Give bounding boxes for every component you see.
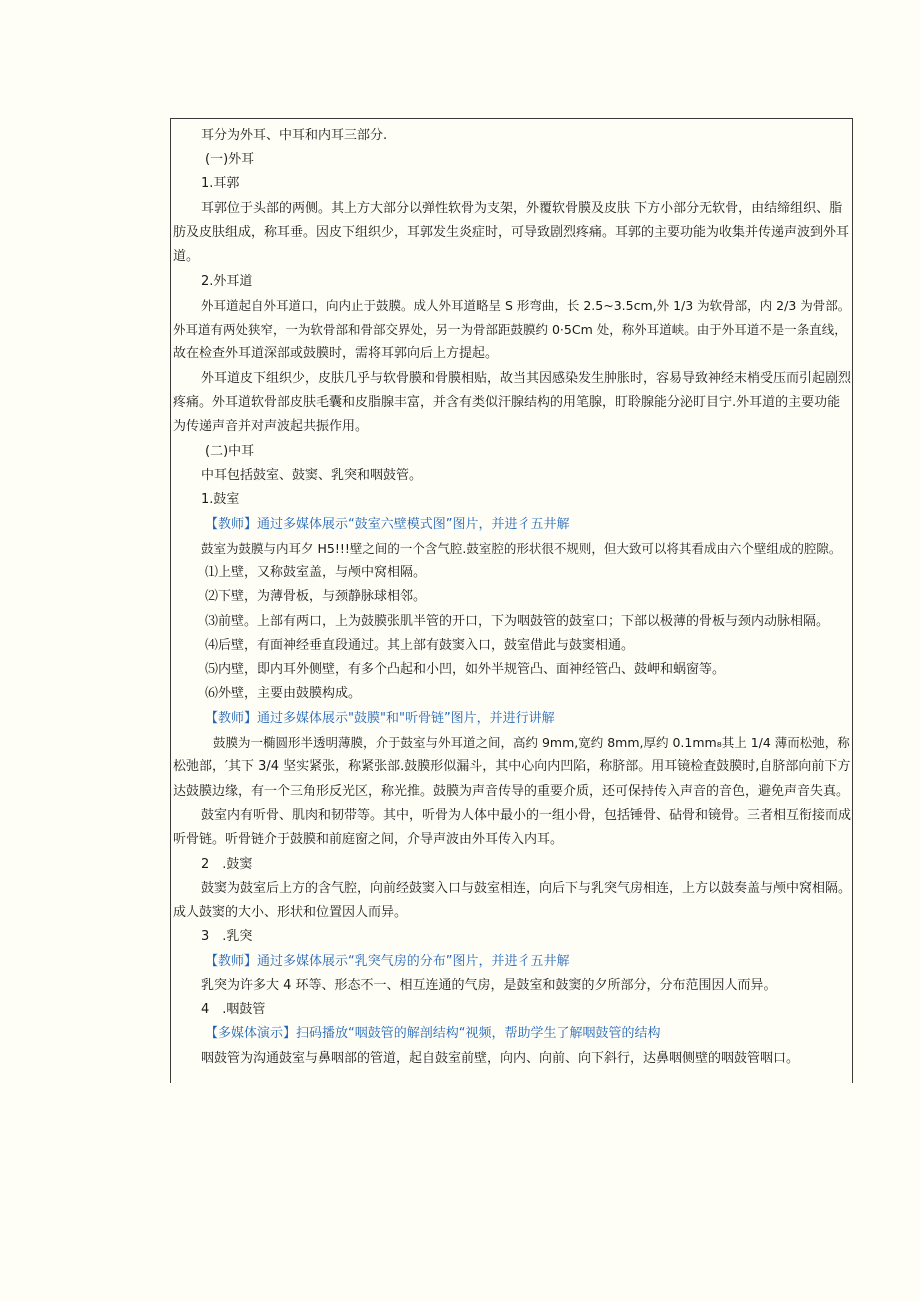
paragraph-line: ⑴上壁，又称鼓室盖，与颅中窝相隔。 (205, 565, 427, 580)
paragraph-line: 鼓室为鼓膜与内耳夕 H5!!!壁之间的一个含气腔.鼓室腔的形状很不规则，但大致可以将其看成由六个壁组成的腔隙。 (201, 541, 842, 556)
paragraph-line: 2.外耳道 (201, 274, 253, 289)
paragraph-line: 1.耳郭 (201, 176, 240, 191)
paragraph-line: 中耳包括鼓室、鼓窦、乳突和咽鼓管。 (201, 468, 423, 483)
paragraph-line: 外耳道皮下组织少，皮肤几乎与软骨膜和骨膜相贴，故当其因感染发生肿胀时，容易导致神经末梢受压而引起剧烈 (201, 371, 852, 386)
paragraph-line: 耳郭位于头部的两侧。其上方大部分以弹性软骨为支架，外覆软骨膜及皮肤 下方小部分无软骨，由结缔组织、脂 (201, 201, 843, 216)
paragraph-line: 乳突为许多大 4 环等、形态不一、相互连通的气房，是鼓室和鼓窦的夕所部分，分布范围因人而异。 (201, 978, 777, 993)
paragraph-line: 成人鼓窦的大小、形状和位置因人而异。 (173, 905, 408, 920)
paragraph-line: 鼓膜为一椭圆形半透明薄膜，介于鼓室与外耳道之间，高约 9mm,宽约 8mm,厚约 0.1mm₈其上 1/4 薄而松弛，称 (213, 735, 850, 750)
paragraph-line: 故在检查外耳道深部或鼓膜时，需将耳郭向后上方提起。 (173, 346, 499, 361)
paragraph-line: 外耳道起自外耳道口，向内止于鼓膜。成人外耳道略呈 S 形弯曲，长 2.5~3.5cm,外 1/3 为软骨部，内 2/3 为骨部。 (201, 298, 851, 313)
teacher-note-line: 【教师】通过多媒体展示“鼓室六壁模式图”图片，并进彳五井解 (205, 517, 570, 532)
paragraph-line: 4 .咽鼓管 (201, 1002, 266, 1017)
paragraph-line: ⑹外壁，主要由鼓膜构成。 (205, 686, 362, 701)
paragraph-line: 鼓窦为鼓室后上方的含气腔，向前经鼓窦入口与鼓室相连，向后下与乳突气房相连，上方以鼓奏盖与颅中窝相隔。 (201, 881, 852, 896)
paragraph-line: ⑷后壁，有面神经垂直段通过。其上部有鼓窦入口，鼓室借此与鼓窦相通。 (205, 638, 635, 653)
paragraph-line: 疼痛。外耳道软骨部皮肤毛囊和皮脂腺丰富，并含有类似汗腺结构的用笔腺，盯聆腺能分泌盯目宁.外耳道的主要功能 (173, 395, 841, 410)
paragraph-line: 1.鼓室 (201, 492, 240, 507)
paragraph-line: 肪及皮肤组成，称耳垂。因皮下组织少，耳郭发生炎症时，可导致剧烈疼痛。耳郭的主要功能为收集并传递声波到外耳 (173, 225, 850, 240)
paragraph-line: 外耳道有两处狭窄，一为软骨部和骨部交界处，另一为骨部距鼓膜约 0·5Cm 处，称外耳道峡。由于外耳道不是一条直线， (173, 322, 847, 337)
paragraph-line: (一)外耳 (205, 152, 255, 167)
paragraph-line: 松弛部，′其下 3/4 坚实紧张，称紧张部.鼓膜形似漏斗，其中心向内凹陷，称脐部。用耳镜检査鼓膜时,自脐部向前下方 (173, 759, 851, 774)
paragraph-line: 道。 (173, 249, 200, 264)
teacher-note-line: 【教师】通过多媒体展示“乳突气房的分布”图片，并进彳五井解 (205, 954, 570, 969)
paragraph-line: 3 .乳突 (201, 929, 253, 944)
paragraph-line: 为传递声音并对声波起共振作用。 (173, 419, 369, 434)
paragraph-line: 咽鼓管为沟通鼓室与鼻咽部的管道，起自鼓室前壁，向内、向前、向下斜行，达鼻咽侧壁的咽鼓管咽口。 (201, 1051, 800, 1066)
paragraph-line: 鼓室内有听骨、肌肉和韧带等。其中，听骨为人体中最小的一组小骨，包括锤骨、砧骨和镜骨。三者相互衔接而成 (201, 808, 852, 823)
teacher-note-line: 【教师】通过多媒体展示"鼓膜"和"听骨链”图片，并进行讲解 (205, 711, 555, 726)
paragraph-line: ⑸内壁，即内耳外侧壁，有多个凸起和小凹，如外半规管凸、面神经管凸、鼓岬和蜗窗等。 (205, 662, 726, 677)
teacher-note-line: 【多媒体演示】扫码播放“咽鼓管的解剖结构“视频，帮助学生了解咽鼓管的结构 (205, 1026, 661, 1041)
paragraph-line: ⑶前壁。上部有两口，上为鼓膜张肌半管的开口，下为咽鼓管的鼓室口；下部以极薄的骨板与颈内动脉相隔。 (205, 614, 830, 629)
paragraph-line: 听骨链。听骨链介于鼓膜和前庭窗之间，介导声波由外耳传入内耳。 (173, 832, 564, 847)
paragraph-line: 2 .鼓窦 (201, 857, 253, 872)
paragraph-line: 达鼓膜边缘，有一个三角形反光区，称光推。鼓膜为声音传导的重要介质，还可保持传入声音的音色，避免声音失真。 (173, 784, 850, 799)
paragraph-line: 耳分为外耳、中耳和内耳三部分. (201, 128, 388, 143)
paragraph-line: ⑵下壁，为薄骨板，与颈静脉球相邻。 (205, 589, 427, 604)
paragraph-line: (二)中耳 (205, 444, 255, 459)
